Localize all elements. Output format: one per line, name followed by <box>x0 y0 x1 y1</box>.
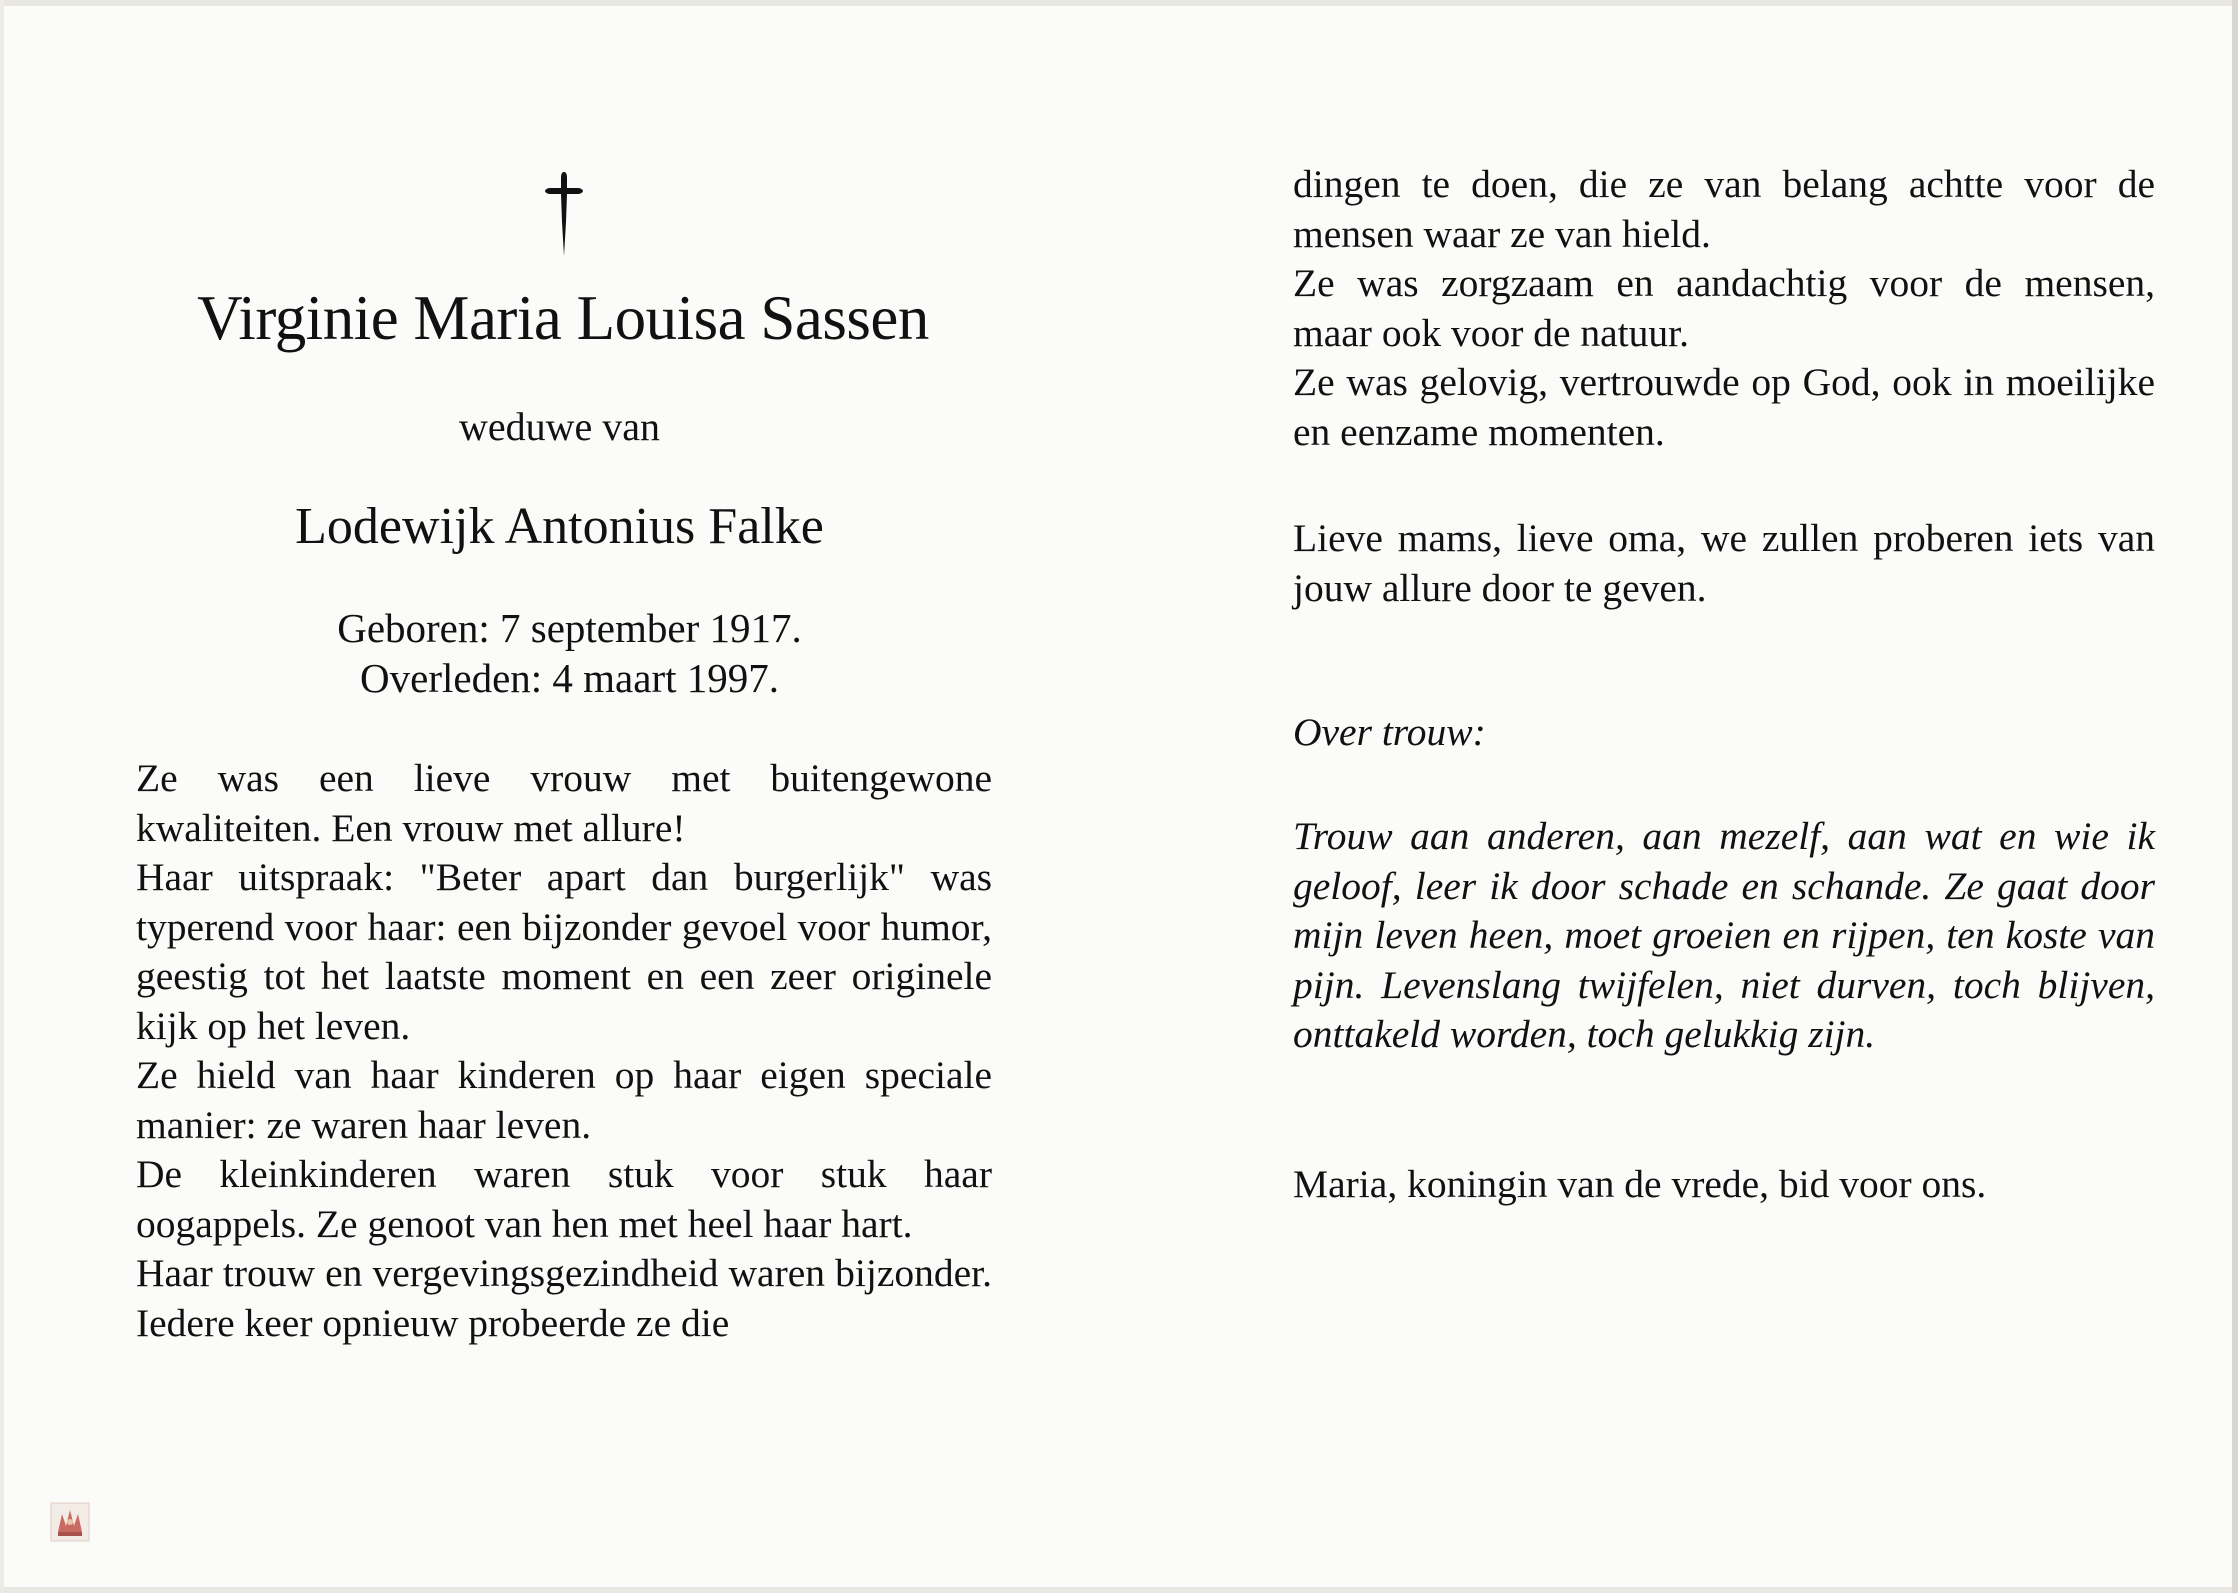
death-date: Overleden: 4 maart 1997. <box>360 655 779 701</box>
tribute-paragraph: Ze was gelovig, vertrouwde op God, ook in moeilijke en eenzame momenten. <box>1293 360 2155 454</box>
poem-title: Over trouw: <box>1293 710 1486 754</box>
tribute-paragraph: Haar trouw en vergevingsgezindheid waren bijzonder. Iedere keer opnieuw probeerde ze die <box>136 1251 992 1345</box>
prayer-text: Maria, koningin van de vrede, bid voor ons. <box>1293 1162 1987 1206</box>
tribute-text <box>136 754 992 1348</box>
farewell-text <box>1293 514 2155 613</box>
farewell-paragraph: Lieve mams, lieve oma, we zullen proberen iets van jouw allure door te geven. <box>1293 516 2155 610</box>
tribute-paragraph: dingen te doen, die ze van belang achtte voor de mensen waar ze van hield. <box>1293 162 2155 256</box>
tribute-continuation <box>1293 160 2155 457</box>
tribute-paragraph: De kleinkinderen waren stuk voor stuk haar oogappels. Ze genoot van hen met heel haar hart. <box>136 1152 992 1246</box>
birth-date: Geboren: 7 september 1917. <box>337 605 802 651</box>
tribute-paragraph: Ze hield van haar kinderen op haar eigen speciale manier: ze waren haar leven. <box>136 1053 992 1147</box>
relation-label: weduwe van <box>458 404 661 449</box>
stamp-icon <box>50 1502 90 1542</box>
tribute-paragraph: Ze was zorgzaam en aandachtig voor de mensen, maar ook voor de natuur. <box>1293 261 2155 355</box>
tribute-paragraph: Ze was een lieve vrouw met buitengewone kwaliteiten. Een vrouw met allure! <box>136 756 992 850</box>
poem-text <box>1293 812 2155 1060</box>
tribute-paragraph: Haar uitspraak: "Beter apart dan burgerlijk" was typerend voor haar: een bijzonder gevoel voor humor, geestig tot het laatste moment en een zeer originele kijk op het leven. <box>136 855 992 1048</box>
deceased-name: Virginie Maria Louisa Sassen <box>197 283 929 353</box>
poem-paragraph: Trouw aan anderen, aan mezelf, aan wat en wie ik geloof, leer ik door schade en schande. Ze gaat door mijn leven heen, moet groeien en rijpen, ten koste van pijn. Levenslang twijfelen, niet durven, toch blijven, onttakeld worden, toch gelukkig zijn. <box>1293 814 2155 1056</box>
cross-icon <box>542 170 586 260</box>
spouse-name: Lodewijk Antonius Falke <box>295 498 824 555</box>
